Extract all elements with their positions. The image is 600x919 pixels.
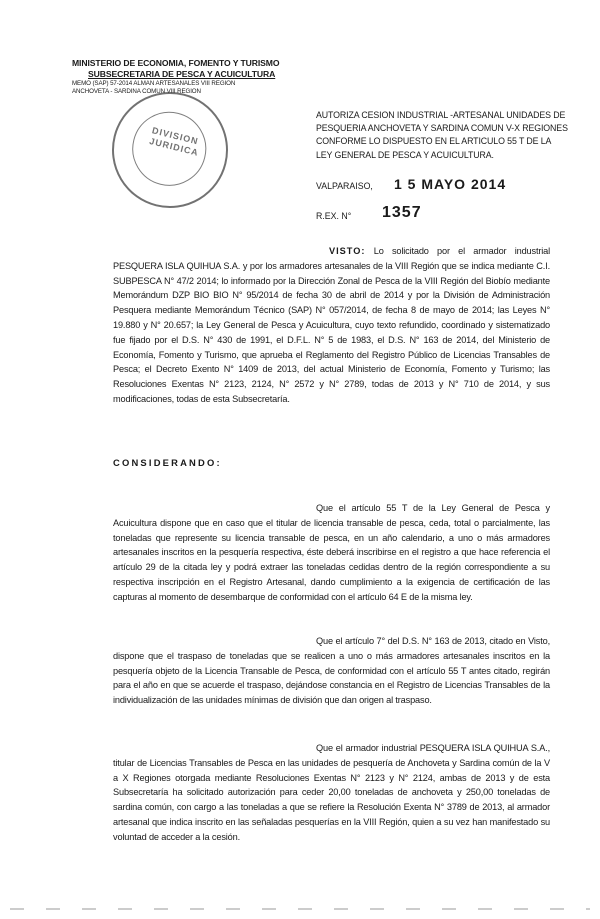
- memo-reference-2: ANCHOVETA - SARDINA COMUN VIII REGION: [72, 88, 201, 95]
- division-stamp: [100, 80, 241, 221]
- memo-reference: MEMO (SAP) 57-2014 ALMAN ARTESANALES VIII REGION: [72, 80, 236, 87]
- ministry-name: MINISTERIO DE ECONOMIA, FOMENTO Y TURISMO: [72, 58, 280, 68]
- considerando-paragraph-2: Que el artículo 7° del D.S. N° 163 de 2013, citado en Visto, dispone que el traspaso de toneladas que se realicen a uno o más armadores artesanales inscritos en la pesquería objeto de la Licencia Transable de Pesca, de conformidad con el artículo 55 T antes citado, regirán para el año en que se acuerde el traspaso, dejándose constancia en el Registro de Licencias Transables de la individualización de las unidades mínimas de división que dan origen al traspaso.: [113, 636, 550, 706]
- resolution-number-label: R.EX. N°: [316, 211, 352, 221]
- resolution-subject: AUTORIZA CESION INDUSTRIAL -ARTESANAL UNIDADES DE PESQUERIA ANCHOVETA Y SARDINA COMUN V-X REGIONES CONFORME LO DISPUESTO EN EL ARTICULO 55 T DE LA LEY GENERAL DE PESCA Y ACUICULTURA.: [316, 110, 568, 160]
- visto-text: Lo solicitado por el armador industrial PESQUERA ISLA QUIHUA S.A. y por los armadores artesanales de la VIII Región que se indica mediante C.I. SUBPESCA N° 47/2 2014; lo informado por la Dirección Zonal de Pesca de la VIII Región del Biobío mediante Memorándum DZP BIO BIO N° 95/2014 de fecha 30 de abril de 2014 y por la División de Administración Pesquera mediante Memorándum Técnico (SAP) N° 057/2014, de fecha 8 de mayo de 2014; las Leyes N° 19.880 y N° 20.657; la Ley General de Pesca y Acuicultura, cuyo texto refundido, coordinado y sistematizado fue fijado por el D.S. N° 430 de 1991, el D.F.L. N° 5 de 1983, el D.S. N° 163 de 2014, del Ministerio de Economía, Fomento y Turismo, que aprueba el Reglamento del Registro Público de Licencias Transables de Pesca; el Decreto Exento N° 1409 de 2013, del actual Ministerio de Economía, Fomento y Turismo; las Resoluciones Exentas N° 2123, 2124, N° 2572 y N° 2789, todas de 2013 y N° 710 de 2014, y sus modificaciones, todas de esta Subsecretaría.: [113, 246, 550, 404]
- resolution-number: 1357: [382, 204, 422, 221]
- resolution-date: 1 5 MAYO 2014: [394, 176, 507, 192]
- place-label: VALPARAISO,: [316, 181, 373, 191]
- visto-heading: VISTO:: [329, 246, 366, 256]
- stamp-text: DIVISION JURIDICA: [148, 125, 200, 158]
- considerando-heading: CONSIDERANDO:: [113, 457, 222, 468]
- undersecretariat-name: SUBSECRETARIA DE PESCA Y ACUICULTURA: [88, 69, 276, 79]
- visto-paragraph: [113, 244, 550, 407]
- footer-scan-marks: [0, 908, 600, 910]
- considerando-paragraph-3: Que el armador industrial PESQUERA ISLA QUIHUA S.A., titular de Licencias Transables de Pesca en las unidades de pesquería de Anchoveta y Sardina común de la V a X Regiones otorgada mediante Resoluciones Exentas N° 2123 y N° 2124, ambas de 2013 y de esta Subsecretaría ha solicitado autorización para ceder 20,00 toneladas de anchoveta y 250,00 toneladas de sardina común, con cargo a las toneladas a que se refiere la Resolución Exenta N° 3789 de 2013, al armador artesanal que indica inscrito en las señaladas pesquerías en la VIII Región, quien a su vez han manifestado su voluntad de acceder a la cesión.: [113, 743, 550, 842]
- considerando-paragraph-1: Que el artículo 55 T de la Ley General de Pesca y Acuicultura dispone que en caso que el titular de licencia transable de pesca, ceda, total o parcialmente, las toneladas que represente su licencia transable de pesca, en un año calendario, a uno o más armadores artesanales inscritos en la pesquería respectiva, éste deberá inscribirse en el registro a que hace referencia el artículo 29 de la citada ley y podrá extraer las toneladas cedidas dentro de la región correspondiente a su respectiva inscripción en el Registro Artesanal, dando cumplimiento a la exigencia de certificación de las capturas al momento de desembarque de conformidad con el artículo 64 E de la misma ley.: [113, 503, 550, 602]
- letterhead: [72, 58, 302, 96]
